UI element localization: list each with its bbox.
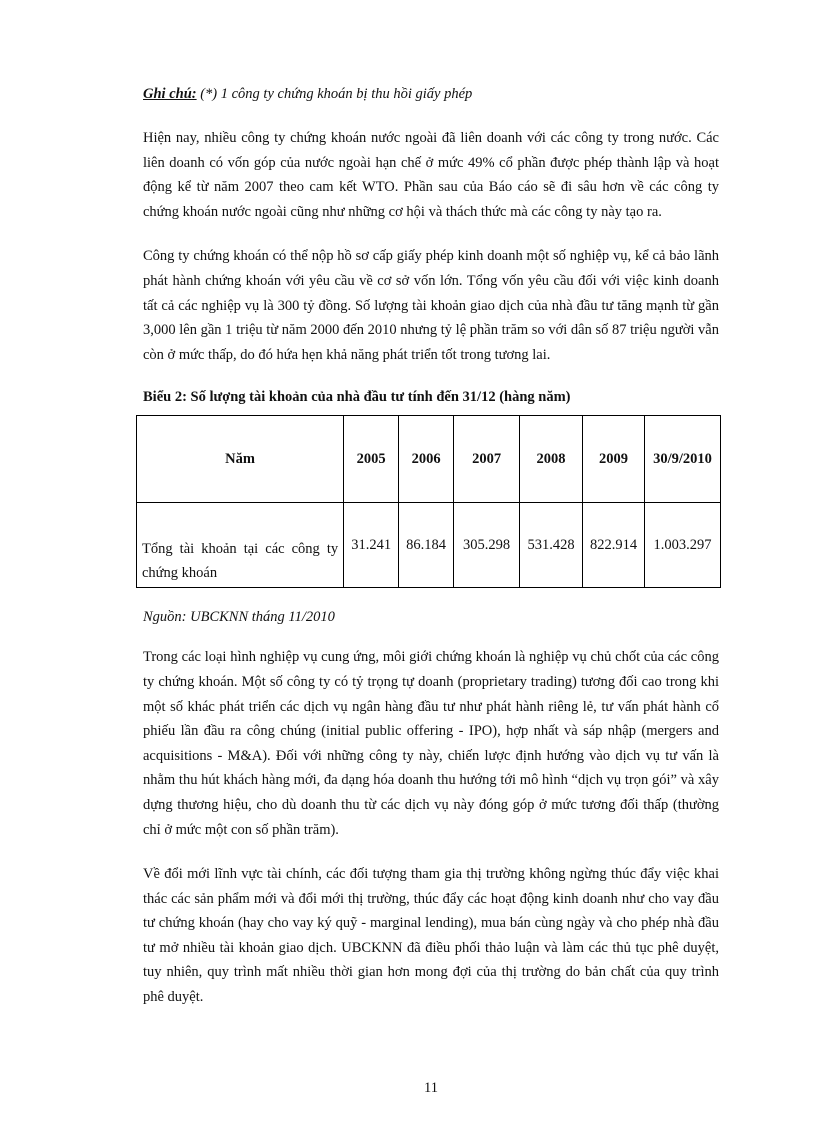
paragraph-3: Trong các loại hình nghiệp vụ cung ứng, môi giới chứng khoán là nghiệp vụ chủ chốt của các công ty chứng khoán. Một số công ty có tỷ trọng tự doanh (proprietary trading) tương đối cao trong khi một số khác phát triển các dịch vụ ngân hàng đầu tư như phát hành riêng lẻ, tư vấn phát hành cổ phiếu lần đầu ra công chúng (initial public offering - IPO), hợp nhất và sáp nhập (mergers and acquisitions - M&A). Đối với những công ty này, chiến lược định hướng vào dịch vụ tư vấn là nhằm thu hút khách hàng mới, đa dạng hóa doanh thu hướng tới mô hình “dịch vụ trọn gói” và xây dựng thương hiệu, cho dù doanh thu từ các dịch vụ này đóng góp ở mức tương đối thấp (thường chỉ ở mức một con số phần trăm). bbox=[143, 649, 719, 838]
value-cell: 1.003.297 bbox=[644, 503, 720, 588]
page-number: 11 bbox=[424, 1080, 438, 1096]
value-cell: 31.241 bbox=[344, 503, 399, 588]
row-label-cell: Tổng tài khoản tại các công ty chứng khoán bbox=[137, 503, 344, 588]
header-cell: 30/9/2010 bbox=[644, 416, 720, 503]
table-row bbox=[137, 503, 721, 588]
note-label: Ghi chú: bbox=[143, 86, 197, 102]
accounts-table bbox=[136, 415, 721, 588]
header-cell: 2005 bbox=[344, 416, 399, 503]
header-cell: Năm bbox=[137, 416, 344, 503]
note-line bbox=[143, 84, 719, 104]
paragraph-1: Hiện nay, nhiều công ty chứng khoán nước ngoài đã liên doanh với các công ty trong nước. Các liên doanh có vốn góp của nước ngoài hạn chế ở mức 49% cổ phần được phép thành lập và hoạt động kể từ năm 2007 theo cam kết WTO. Phần sau của Báo cáo sẽ đi sâu hơn về các công ty chứng khoán nước ngoài cũng như những cơ hội và thách thức mà các công ty này tạo ra. bbox=[143, 130, 719, 220]
value-cell: 822.914 bbox=[583, 503, 645, 588]
header-cell: 2006 bbox=[399, 416, 454, 503]
value-cell: 531.428 bbox=[520, 503, 583, 588]
header-cell: 2009 bbox=[583, 416, 645, 503]
paragraph-4: Về đổi mới lĩnh vực tài chính, các đối tượng tham gia thị trường không ngừng thúc đẩy việc khai thác các sản phẩm mới và đổi mới thị trường, thúc đẩy các hoạt động kinh doanh như cho vay đầu tư chứng khoán (hay cho vay ký quỹ - marginal lending), mua bán cùng ngày và cho phép nhà đầu tư mở nhiều tài khoản giao dịch. UBCKNN đã điều phối thảo luận và làm các thủ tục phê duyệt, tuy nhiên, quy trình mất nhiều thời gian hơn mong đợi của thị trường do bản chất của quy trình phê duyệt. bbox=[143, 866, 719, 1006]
table-caption: Biểu 2: Số lượng tài khoản của nhà đầu tư tính đến 31/12 (hàng năm) bbox=[143, 389, 571, 406]
note-text: (*) 1 công ty chứng khoán bị thu hồi giấy phép bbox=[196, 86, 473, 102]
table-source: Nguồn: UBCKNN tháng 11/2010 bbox=[143, 609, 335, 626]
value-cell: 305.298 bbox=[454, 503, 520, 588]
header-cell: 2007 bbox=[454, 416, 520, 503]
value-cell: 86.184 bbox=[399, 503, 454, 588]
header-cell: 2008 bbox=[520, 416, 583, 503]
paragraph-2: Công ty chứng khoán có thể nộp hồ sơ cấp giấy phép kinh doanh một số nghiệp vụ, kể cả bảo lãnh phát hành chứng khoán với yêu cầu về cơ sở vốn lớn. Tổng vốn yêu cầu đối với việc kinh doanh tất cả các nghiệp vụ là 300 tỷ đồng. Số lượng tài khoản giao dịch của nhà đầu tư tăng mạnh từ gần 3,000 lên gần 1 triệu từ năm 2000 đến 2010 nhưng tỷ lệ phần trăm so với dân số 87 triệu người vẫn còn ở mức thấp, do đó hứa hẹn khả năng phát triển tốt trong tương lai. bbox=[143, 248, 719, 363]
document-page bbox=[142, 84, 719, 1096]
table-header-row bbox=[137, 416, 721, 503]
